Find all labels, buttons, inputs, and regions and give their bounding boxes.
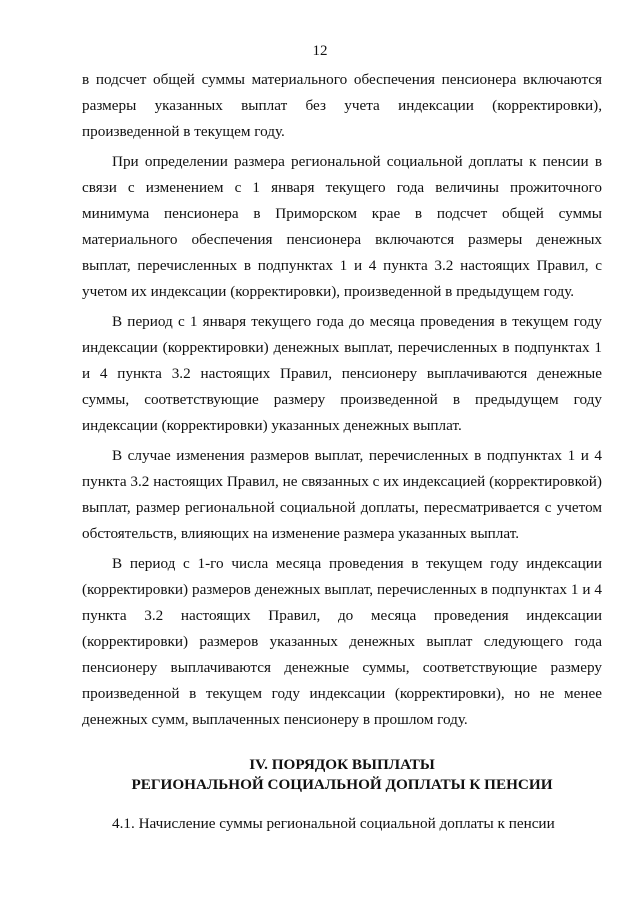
paragraph-5: В период с 1-го числа месяца проведения в текущем году индексации (корректировки) размеров денежных выплат, перечисленных в подпунктах 1 и 4 пункта 3.2 настоящих Правил, до месяца проведения индексации (корректировки) размеров указанных денежных выплат следующего года пенсионеру выплачиваются денежные суммы, соответствующие размеру произведенной в текущем году индексации (корректировки), но не менее денежных сумм, выплаченных пенсионеру в прошлом году. <box>82 555 602 728</box>
paragraph-4: В случае изменения размеров выплат, перечисленных в подпунктах 1 и 4 пункта 3.2 настоящих Правил, не связанных с их индексацией (корректировкой) выплат, размер региональной социальной доплаты, пересматривается с учетом обстоятельств, влияющих на изменение размера указанных выплат. <box>82 447 602 542</box>
section-heading-line-2: РЕГИОНАЛЬНОЙ СОЦИАЛЬНОЙ ДОПЛАТЫ К ПЕНСИИ <box>131 776 553 793</box>
paragraph-2: При определении размера региональной социальной доплаты к пенсии в связи с изменением с 1 января текущего года величины прожиточного минимума пенсионера в Приморском крае в подсчет общей суммы материального обеспечения пенсионера включаются размеры денежных выплат, перечисленных в подпунктах 1 и 4 пункта 3.2 настоящих Правил, с учетом их индексации (корректировки), произведенной в предыдущем году. <box>82 153 602 300</box>
section-heading <box>82 755 602 795</box>
paragraph-3: В период с 1 января текущего года до месяца проведения в текущем году индексации (корректировки) денежных выплат, перечисленных в подпунктах 1 и 4 пункта 3.2 настоящих Правил, пенсионеру выплачиваются денежные суммы, соответствующие размеру произведенной в предыдущем году индексации (корректировки) указанных денежных выплат. <box>82 313 602 434</box>
paragraph-1: в подсчет общей суммы материального обеспечения пенсионера включаются размеры указанных выплат без учета индексации (корректировки), произведенной в текущем году. <box>82 71 602 140</box>
document-body <box>82 67 602 841</box>
paragraph-4-1: 4.1. Начисление суммы региональной социальной доплаты к пенсии <box>112 815 555 832</box>
section-heading-line-1: IV. ПОРЯДОК ВЫПЛАТЫ <box>249 756 435 773</box>
page-number: 12 <box>312 43 328 59</box>
